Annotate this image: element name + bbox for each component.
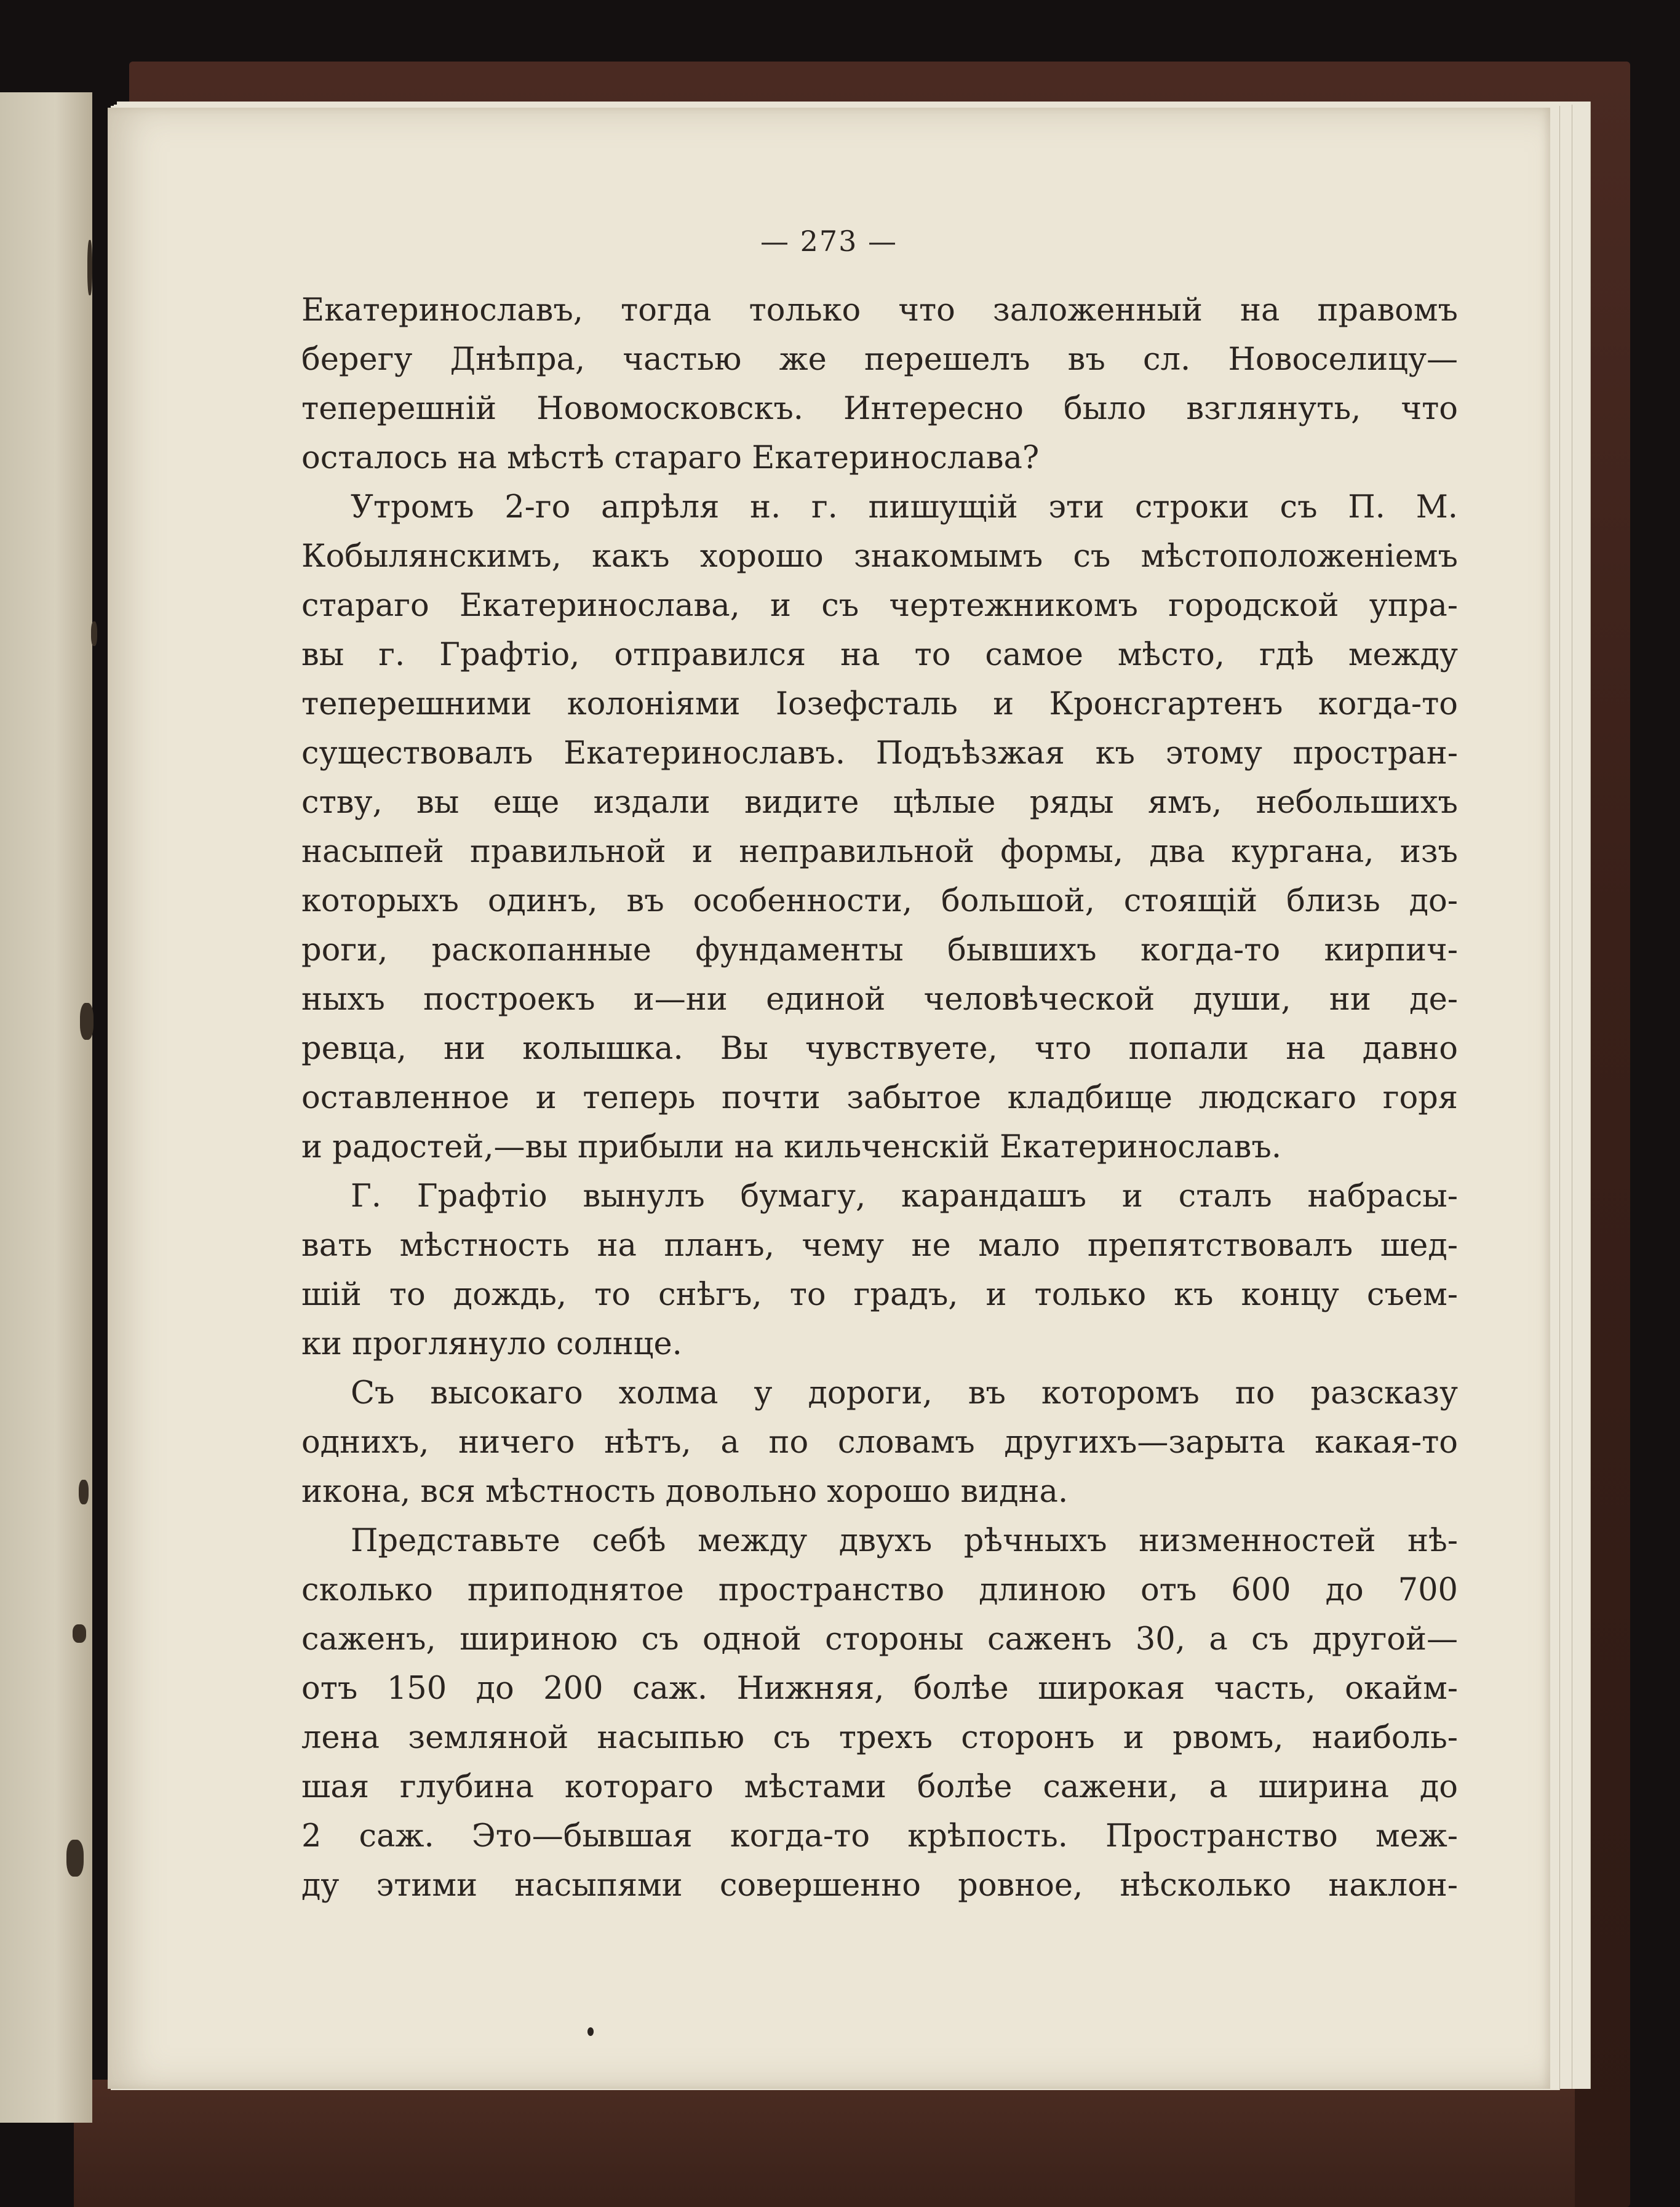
text-line: отъ 150 до 200 саж. Нижняя, болѣе широкая часть, окайм- bbox=[301, 1670, 1458, 1707]
text-line: шая глубина котораго мѣстами болѣе сажени, а ширина до bbox=[301, 1769, 1458, 1805]
text-line: насыпей правильной и неправильной формы, два кургана, изъ bbox=[301, 834, 1458, 870]
text-line: 2 саж. Это—бывшая когда-то крѣпость. Пространство меж- bbox=[301, 1818, 1458, 1854]
left-facing-page bbox=[0, 92, 92, 2123]
text-line: берегу Днѣпра, частью же перешелъ въ сл. Новоселицу— bbox=[301, 341, 1458, 378]
text-line: ки проглянуло солнце. bbox=[301, 1326, 682, 1362]
left-page-mark bbox=[87, 240, 92, 295]
text-line: Съ высокаго холма у дороги, въ которомъ по разсказу bbox=[351, 1375, 1458, 1411]
text-line: осталось на мѣстѣ стараго Екатеринослава? bbox=[301, 440, 1040, 476]
text-line: Кобылянскимъ, какъ хорошо знакомымъ съ мѣстоположеніемъ bbox=[301, 538, 1458, 575]
text-line: теперешними колоніями Іозефсталь и Кронсгартенъ когда-то bbox=[301, 686, 1458, 722]
page-number: — 273 — bbox=[760, 225, 898, 258]
text-line: ревца, ни колышка. Вы чувствуете, что попали на давно bbox=[301, 1031, 1458, 1067]
text-line: ству, вы еще издали видите цѣлые ряды ямъ, небольшихъ bbox=[301, 784, 1458, 821]
text-line: лена земляной насыпью съ трехъ сторонъ и рвомъ, наиболь- bbox=[301, 1720, 1458, 1756]
text-line: сколько приподнятое пространство длиною отъ 600 до 700 bbox=[301, 1572, 1458, 1608]
text-line: теперешній Новомосковскъ. Интересно было взглянуть, что bbox=[301, 391, 1458, 427]
left-page-mark bbox=[73, 1624, 86, 1643]
text-line: шій то дождь, то снѣгъ, то градъ, и только къ концу съем- bbox=[301, 1277, 1458, 1313]
text-line: Утромъ 2-го апрѣля н. г. пишущій эти строки съ П. М. bbox=[351, 489, 1458, 525]
text-line: Г. Графтіо вынулъ бумагу, карандашъ и сталъ набрасы- bbox=[351, 1178, 1458, 1215]
ink-speck bbox=[587, 2027, 594, 2036]
text-line: которыхъ одинъ, въ особенности, большой, стоящій близь до- bbox=[301, 883, 1458, 919]
text-line: вать мѣстность на планъ, чему не мало препятствовалъ шед- bbox=[301, 1227, 1458, 1264]
left-page-mark bbox=[91, 621, 97, 646]
text-line: ныхъ построекъ и—ни единой человѣческой души, ни де- bbox=[301, 981, 1458, 1018]
left-page-mark bbox=[66, 1840, 84, 1877]
text-line: Екатеринославъ, тогда только что заложенный на правомъ bbox=[301, 292, 1458, 329]
book-cover-bottom bbox=[74, 2080, 1575, 2207]
text-line: роги, раскопанные фундаменты бывшихъ когда-то кирпич- bbox=[301, 932, 1458, 968]
page-text bbox=[301, 286, 1458, 1910]
text-line: оставленное и теперь почти забытое кладбище людскаго горя bbox=[301, 1080, 1458, 1116]
text-line: существовалъ Екатеринославъ. Подъѣзжая къ этому простран- bbox=[301, 735, 1458, 772]
text-line: стараго Екатеринослава, и съ чертежникомъ городской упра- bbox=[301, 588, 1458, 624]
left-page-mark bbox=[80, 1003, 94, 1040]
text-line: Представьте себѣ между двухъ рѣчныхъ низменностей нѣ- bbox=[351, 1523, 1458, 1559]
text-line: и радостей,—вы прибыли на кильченскій Екатеринославъ. bbox=[301, 1129, 1282, 1165]
text-line: вы г. Графтіо, отправился на то самое мѣсто, гдѣ между bbox=[301, 637, 1458, 673]
left-page-mark bbox=[79, 1480, 89, 1504]
book-page bbox=[108, 108, 1550, 2089]
text-line: саженъ, шириною съ одной стороны саженъ 30, а съ другой— bbox=[301, 1621, 1458, 1658]
text-line: икона, вся мѣстность довольно хорошо видна. bbox=[301, 1474, 1069, 1510]
text-line: ду этими насыпями совершенно ровное, нѣсколько наклон- bbox=[301, 1867, 1458, 1904]
text-line: однихъ, ничего нѣтъ, а по словамъ другихъ—зарыта какая-то bbox=[301, 1424, 1458, 1461]
